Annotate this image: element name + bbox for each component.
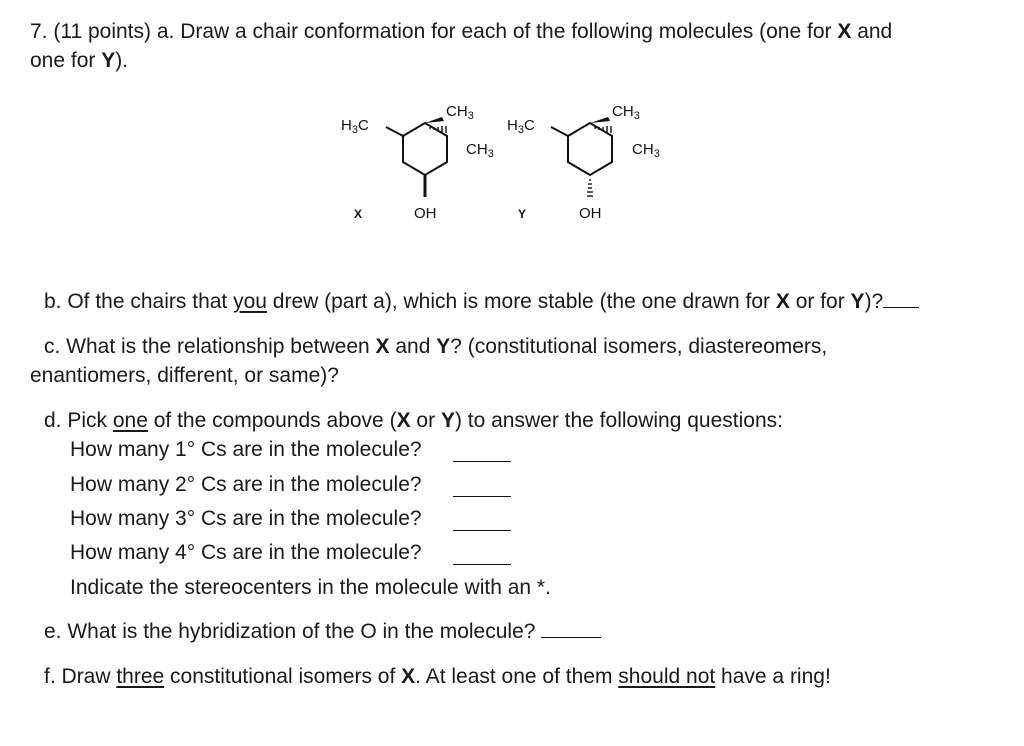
tertiary-carbons-blank[interactable] (453, 512, 511, 531)
part-c-x: X (375, 335, 390, 358)
molecule-x (341, 103, 494, 222)
part-f-text-mid: constitutional isomers of (164, 665, 402, 688)
part-d-text: d. Pick (44, 409, 113, 432)
part-f-text-end: have a ring! (715, 665, 831, 688)
part-c-text-end: ? (constitutional isomers, diastereomers, (450, 335, 828, 358)
question-text-end: and (851, 20, 893, 43)
y-right-group: CH3 (632, 141, 660, 160)
part-f-three: three (116, 665, 165, 688)
ring-y (568, 123, 612, 175)
compound-y-label: Y (101, 49, 116, 72)
question-tertiary-carbons (70, 506, 422, 532)
part-b-x: X (775, 290, 790, 313)
secondary-carbons-blank[interactable] (453, 478, 511, 497)
part-d-y: Y (440, 409, 455, 432)
stereocenter-instruction (70, 575, 551, 601)
part-f-should-not: should not (618, 665, 716, 688)
y-label: Y (518, 207, 527, 221)
y-bottom-group: OH (579, 205, 602, 222)
question-quaternary-text: How many 4° Cs are in the molecule? (70, 541, 422, 564)
part-b-text: b. Of the chairs that (44, 290, 234, 313)
question-quaternary-carbons (70, 540, 422, 566)
part-c-options: enantiomers, different, or same)? (30, 364, 339, 387)
bond-y-left (551, 127, 568, 136)
hybridization-blank[interactable] (541, 619, 601, 638)
wedge-y-top (590, 117, 610, 123)
quaternary-carbons-blank[interactable] (453, 546, 511, 565)
stereocenter-text: Indicate the stereocenters in the molecule with an *. (70, 576, 551, 599)
part-d-one: one (112, 409, 148, 432)
part-b-or: or for (789, 290, 851, 313)
part-f-text: f. Draw (44, 665, 117, 688)
question-primary-text: How many 1° Cs are in the molecule? (70, 438, 422, 461)
part-c-and: and (389, 335, 437, 358)
part-b-text-mid: drew (part a), which is more stable (the one drawn for (266, 290, 776, 313)
part-e-text: e. What is the hybridization of the O in the molecule? (44, 620, 536, 643)
question-text: 7. (11 points) a. Draw a chair conformation for each of the following molecules (one for (30, 20, 838, 43)
question-text-2: one for (30, 49, 102, 72)
part-c-line-2 (30, 363, 339, 389)
part-e (44, 619, 601, 645)
part-b-y: Y (850, 290, 865, 313)
part-c-y: Y (436, 335, 451, 358)
question-tertiary-text: How many 3° Cs are in the molecule? (70, 507, 422, 530)
part-f (44, 664, 831, 690)
part-b-answer-blank[interactable] (883, 289, 919, 308)
molecule-y (507, 103, 660, 222)
part-b-you: you (233, 290, 267, 313)
question-text-2-end: ). (115, 49, 129, 72)
part-c-line-1 (44, 334, 827, 360)
x-right-group: CH3 (466, 141, 494, 160)
question-secondary-carbons (70, 472, 422, 498)
part-d-x: X (396, 409, 411, 432)
x-left-group: H3C (341, 117, 369, 136)
x-top-group: CH3 (446, 103, 474, 122)
part-b (44, 289, 919, 315)
question-secondary-text: How many 2° Cs are in the molecule? (70, 473, 422, 496)
ring-x (403, 123, 447, 175)
part-d-text-end: ) to answer the following questions: (454, 409, 783, 432)
part-f-x: X (401, 665, 416, 688)
part-c-text: c. What is the relationship between (44, 335, 376, 358)
part-d (44, 408, 783, 434)
x-bottom-group: OH (414, 205, 437, 222)
bond-x-left (386, 127, 403, 136)
part-d-or: or (410, 409, 441, 432)
y-top-group: CH3 (612, 103, 640, 122)
part-b-end: )? (864, 290, 884, 313)
wedge-x-top (425, 117, 444, 123)
part-f-text-mid2: . At least one of them (415, 665, 619, 688)
question-primary-carbons (70, 437, 422, 463)
primary-carbons-blank[interactable] (453, 443, 511, 462)
part-d-text-mid: of the compounds above ( (147, 409, 397, 432)
x-label: X (354, 207, 363, 221)
y-left-group: H3C (507, 117, 535, 136)
compound-x-label: X (837, 20, 852, 43)
hash-y-bottom (587, 180, 593, 196)
